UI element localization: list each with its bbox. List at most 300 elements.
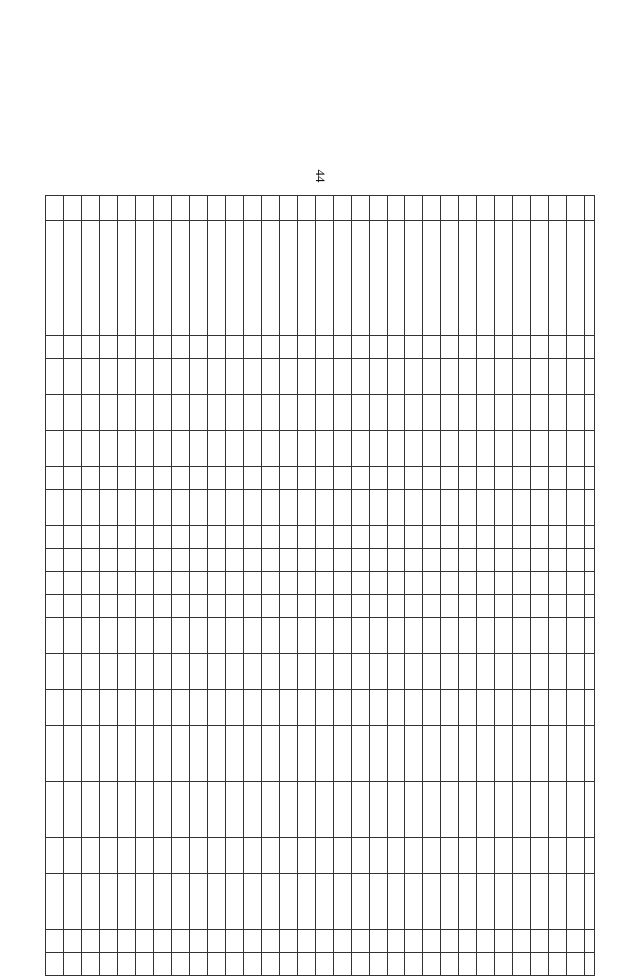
table-cell xyxy=(190,572,208,595)
table-cell xyxy=(441,953,459,976)
table-cell xyxy=(405,196,423,221)
table-cell xyxy=(315,726,333,782)
table-cell xyxy=(190,490,208,526)
table-cell xyxy=(477,467,495,490)
table-cell xyxy=(225,526,243,549)
table-cell xyxy=(190,690,208,726)
table-cell xyxy=(243,549,261,572)
table-cell xyxy=(154,395,172,431)
table-cell xyxy=(261,572,279,595)
table-cell xyxy=(190,336,208,359)
table-cell xyxy=(172,838,190,874)
table-cell xyxy=(531,930,549,953)
table-cell xyxy=(82,953,100,976)
table-cell xyxy=(82,874,100,930)
table-cell xyxy=(333,221,351,336)
table-cell xyxy=(351,654,369,690)
table-cell xyxy=(243,782,261,838)
table-cell xyxy=(423,618,441,654)
table-cell xyxy=(531,395,549,431)
table-cell xyxy=(64,221,82,336)
table-cell xyxy=(261,221,279,336)
table-cell xyxy=(423,838,441,874)
table-cell xyxy=(441,336,459,359)
table-cell xyxy=(567,196,585,221)
table-cell xyxy=(495,726,513,782)
table-cell xyxy=(531,874,549,930)
table-cell xyxy=(297,618,315,654)
table-cell xyxy=(477,490,495,526)
table-cell xyxy=(315,526,333,549)
table-cell xyxy=(459,490,477,526)
table-row xyxy=(46,196,64,976)
table-cell xyxy=(100,595,118,618)
table-row xyxy=(261,196,279,976)
table-cell xyxy=(190,595,208,618)
table-cell xyxy=(423,336,441,359)
table-cell xyxy=(405,572,423,595)
table-cell xyxy=(567,838,585,874)
table-cell xyxy=(243,336,261,359)
table-cell xyxy=(459,196,477,221)
table-cell xyxy=(369,336,387,359)
table-cell xyxy=(243,654,261,690)
table-cell xyxy=(261,359,279,395)
table-cell xyxy=(172,782,190,838)
table-cell xyxy=(351,690,369,726)
table-cell xyxy=(64,336,82,359)
table-cell xyxy=(118,726,136,782)
table-cell xyxy=(297,838,315,874)
table-cell xyxy=(64,359,82,395)
table-cell xyxy=(513,726,531,782)
table-cell xyxy=(549,595,567,618)
table-cell xyxy=(100,549,118,572)
table-cell xyxy=(531,490,549,526)
table-cell xyxy=(513,953,531,976)
table-cell xyxy=(549,467,567,490)
table-cell xyxy=(46,874,64,930)
table-cell xyxy=(46,526,64,549)
table-cell xyxy=(495,953,513,976)
table-cell xyxy=(405,690,423,726)
table-cell xyxy=(315,838,333,874)
table-cell xyxy=(477,838,495,874)
table-cell xyxy=(207,690,225,726)
table-cell xyxy=(333,654,351,690)
table-cell xyxy=(243,431,261,467)
table-cell xyxy=(46,490,64,526)
table-cell xyxy=(82,431,100,467)
table-cell xyxy=(64,490,82,526)
table-cell xyxy=(441,572,459,595)
table-cell xyxy=(172,930,190,953)
table-cell xyxy=(549,782,567,838)
table-cell xyxy=(459,782,477,838)
table-cell xyxy=(441,490,459,526)
table-cell xyxy=(585,874,595,930)
table-cell xyxy=(495,690,513,726)
table-cell xyxy=(207,874,225,930)
table-cell xyxy=(423,490,441,526)
table-cell xyxy=(118,618,136,654)
table-cell xyxy=(154,874,172,930)
table-cell xyxy=(100,526,118,549)
table-cell xyxy=(100,618,118,654)
table-cell xyxy=(369,490,387,526)
table-cell xyxy=(46,196,64,221)
table-cell xyxy=(477,595,495,618)
table-cell xyxy=(441,467,459,490)
table-row xyxy=(369,196,387,976)
table-row xyxy=(477,196,495,976)
table-cell xyxy=(315,654,333,690)
table-cell xyxy=(261,595,279,618)
table-cell xyxy=(190,359,208,395)
data-table xyxy=(45,195,595,976)
table-cell xyxy=(154,336,172,359)
table-cell xyxy=(82,690,100,726)
table-row xyxy=(172,196,190,976)
table-cell xyxy=(190,874,208,930)
table-cell xyxy=(585,467,595,490)
table-cell xyxy=(207,431,225,467)
table-cell xyxy=(549,395,567,431)
table-cell xyxy=(477,618,495,654)
table-cell xyxy=(207,359,225,395)
table-cell xyxy=(118,874,136,930)
table-cell xyxy=(136,196,154,221)
table-cell xyxy=(225,618,243,654)
table-row xyxy=(513,196,531,976)
table-cell xyxy=(423,595,441,618)
table-cell xyxy=(243,930,261,953)
table-cell xyxy=(495,336,513,359)
table-cell xyxy=(549,654,567,690)
table-row xyxy=(225,196,243,976)
table-cell xyxy=(297,395,315,431)
table-cell xyxy=(423,572,441,595)
table-cell xyxy=(64,690,82,726)
table-cell xyxy=(64,467,82,490)
table-cell xyxy=(172,549,190,572)
table-cell xyxy=(387,726,405,782)
table-cell xyxy=(118,572,136,595)
table-cell xyxy=(279,690,297,726)
table-cell xyxy=(225,930,243,953)
table-cell xyxy=(513,595,531,618)
table-cell xyxy=(46,654,64,690)
table-cell xyxy=(513,930,531,953)
table-cell xyxy=(225,572,243,595)
table-cell xyxy=(477,782,495,838)
table-cell xyxy=(513,838,531,874)
table-cell xyxy=(172,336,190,359)
table-cell xyxy=(405,595,423,618)
table-cell xyxy=(207,336,225,359)
table-cell xyxy=(154,196,172,221)
table-cell xyxy=(243,196,261,221)
table-cell xyxy=(567,782,585,838)
table-cell xyxy=(136,490,154,526)
table-cell xyxy=(549,726,567,782)
table-cell xyxy=(118,221,136,336)
table-cell xyxy=(297,490,315,526)
table-cell xyxy=(441,359,459,395)
table-cell xyxy=(225,359,243,395)
table-cell xyxy=(585,549,595,572)
table-cell xyxy=(297,726,315,782)
table-cell xyxy=(315,618,333,654)
table-cell xyxy=(172,726,190,782)
table-cell xyxy=(315,930,333,953)
table-cell xyxy=(279,838,297,874)
table-cell xyxy=(459,690,477,726)
table-cell xyxy=(172,953,190,976)
table-cell xyxy=(423,359,441,395)
table-cell xyxy=(136,572,154,595)
table-cell xyxy=(190,618,208,654)
table-cell xyxy=(585,782,595,838)
table-cell xyxy=(225,838,243,874)
table-cell xyxy=(243,221,261,336)
table-cell xyxy=(64,572,82,595)
table-cell xyxy=(190,395,208,431)
table-cell xyxy=(100,196,118,221)
table-cell xyxy=(154,526,172,549)
table-cell xyxy=(82,838,100,874)
table-cell xyxy=(585,930,595,953)
table-cell xyxy=(315,874,333,930)
table-cell xyxy=(423,431,441,467)
table-cell xyxy=(351,874,369,930)
table-cell xyxy=(225,196,243,221)
table-cell xyxy=(207,526,225,549)
table-cell xyxy=(495,467,513,490)
table-cell xyxy=(477,549,495,572)
table-cell xyxy=(585,572,595,595)
table-cell xyxy=(369,930,387,953)
table-cell xyxy=(405,359,423,395)
table-cell xyxy=(423,467,441,490)
table-cell xyxy=(585,490,595,526)
table-cell xyxy=(477,526,495,549)
table-cell xyxy=(459,838,477,874)
table-cell xyxy=(513,572,531,595)
table-cell xyxy=(423,526,441,549)
table-cell xyxy=(82,618,100,654)
table-cell xyxy=(441,196,459,221)
table-cell xyxy=(225,690,243,726)
table-cell xyxy=(46,467,64,490)
table-cell xyxy=(333,526,351,549)
table-cell xyxy=(46,930,64,953)
table-cell xyxy=(136,549,154,572)
table-cell xyxy=(315,572,333,595)
table-cell xyxy=(46,838,64,874)
table-cell xyxy=(441,595,459,618)
table-row xyxy=(154,196,172,976)
table-cell xyxy=(369,196,387,221)
table-cell xyxy=(118,782,136,838)
table-cell xyxy=(46,726,64,782)
table-row xyxy=(567,196,585,976)
table-cell xyxy=(100,359,118,395)
table-cell xyxy=(207,490,225,526)
table-cell xyxy=(279,874,297,930)
table-cell xyxy=(531,782,549,838)
table-cell xyxy=(100,782,118,838)
table-cell xyxy=(513,782,531,838)
table-cell xyxy=(261,874,279,930)
table-cell xyxy=(100,690,118,726)
table-cell xyxy=(154,221,172,336)
table-cell xyxy=(315,395,333,431)
table-cell xyxy=(369,618,387,654)
table-cell xyxy=(243,395,261,431)
table-cell xyxy=(567,654,585,690)
table-cell xyxy=(531,336,549,359)
table-cell xyxy=(513,431,531,467)
table-cell xyxy=(279,221,297,336)
table-cell xyxy=(172,654,190,690)
table-cell xyxy=(136,874,154,930)
table-cell xyxy=(100,467,118,490)
table-cell xyxy=(297,526,315,549)
table-cell xyxy=(531,359,549,395)
table-cell xyxy=(172,690,190,726)
table-cell xyxy=(513,467,531,490)
table-cell xyxy=(279,359,297,395)
table-cell xyxy=(423,221,441,336)
table-cell xyxy=(279,336,297,359)
table-cell xyxy=(405,467,423,490)
table-cell xyxy=(459,595,477,618)
table-cell xyxy=(46,953,64,976)
table-cell xyxy=(118,467,136,490)
table-cell xyxy=(136,838,154,874)
table-cell xyxy=(315,490,333,526)
table-cell xyxy=(261,930,279,953)
table-cell xyxy=(441,395,459,431)
table-cell xyxy=(549,431,567,467)
table-cell xyxy=(46,336,64,359)
table-cell xyxy=(154,490,172,526)
table-cell xyxy=(369,221,387,336)
table-cell xyxy=(225,549,243,572)
table-cell xyxy=(549,336,567,359)
table-row xyxy=(64,196,82,976)
table-cell xyxy=(513,618,531,654)
table-cell xyxy=(369,572,387,595)
table-cell xyxy=(387,395,405,431)
table-cell xyxy=(279,526,297,549)
table-cell xyxy=(369,953,387,976)
table-cell xyxy=(261,395,279,431)
table-cell xyxy=(297,431,315,467)
table-cell xyxy=(549,526,567,549)
table-cell xyxy=(46,549,64,572)
table-cell xyxy=(261,726,279,782)
table-cell xyxy=(100,490,118,526)
table-cell xyxy=(315,467,333,490)
table-cell xyxy=(46,595,64,618)
table-cell xyxy=(172,595,190,618)
table-cell xyxy=(477,359,495,395)
table-cell xyxy=(585,690,595,726)
table-cell xyxy=(531,467,549,490)
table-cell xyxy=(477,431,495,467)
table-cell xyxy=(243,490,261,526)
table-cell xyxy=(405,431,423,467)
table-cell xyxy=(387,838,405,874)
table-cell xyxy=(459,654,477,690)
table-cell xyxy=(333,838,351,874)
table-cell xyxy=(585,618,595,654)
table-cell xyxy=(387,196,405,221)
table-cell xyxy=(495,595,513,618)
table-cell xyxy=(585,431,595,467)
table-cell xyxy=(333,690,351,726)
table-cell xyxy=(172,196,190,221)
table-cell xyxy=(513,549,531,572)
table-cell xyxy=(531,690,549,726)
table-cell xyxy=(207,549,225,572)
table-cell xyxy=(387,336,405,359)
table-cell xyxy=(477,874,495,930)
table-cell xyxy=(154,595,172,618)
table-cell xyxy=(513,221,531,336)
table-row xyxy=(441,196,459,976)
table-cell xyxy=(64,549,82,572)
table-cell xyxy=(82,467,100,490)
table-cell xyxy=(154,838,172,874)
table-cell xyxy=(441,930,459,953)
table-cell xyxy=(387,618,405,654)
table-cell xyxy=(387,490,405,526)
table-cell xyxy=(585,953,595,976)
table-cell xyxy=(118,526,136,549)
table-cell xyxy=(459,395,477,431)
table-cell xyxy=(369,431,387,467)
table-cell xyxy=(369,359,387,395)
table-cell xyxy=(279,490,297,526)
table-cell xyxy=(172,526,190,549)
table-cell xyxy=(297,782,315,838)
table-cell xyxy=(351,336,369,359)
table-cell xyxy=(46,690,64,726)
table-cell xyxy=(261,838,279,874)
table-cell xyxy=(495,838,513,874)
table-cell xyxy=(315,953,333,976)
table-row xyxy=(531,196,549,976)
table-cell xyxy=(567,690,585,726)
table-row xyxy=(495,196,513,976)
table-cell xyxy=(351,549,369,572)
table-cell xyxy=(190,782,208,838)
table-cell xyxy=(154,654,172,690)
table-cell xyxy=(495,490,513,526)
table-cell xyxy=(100,930,118,953)
table-cell xyxy=(64,838,82,874)
table-cell xyxy=(531,196,549,221)
table-cell xyxy=(423,874,441,930)
table-cell xyxy=(477,654,495,690)
table-row xyxy=(405,196,423,976)
table-row xyxy=(243,196,261,976)
table-cell xyxy=(405,953,423,976)
table-cell xyxy=(459,726,477,782)
